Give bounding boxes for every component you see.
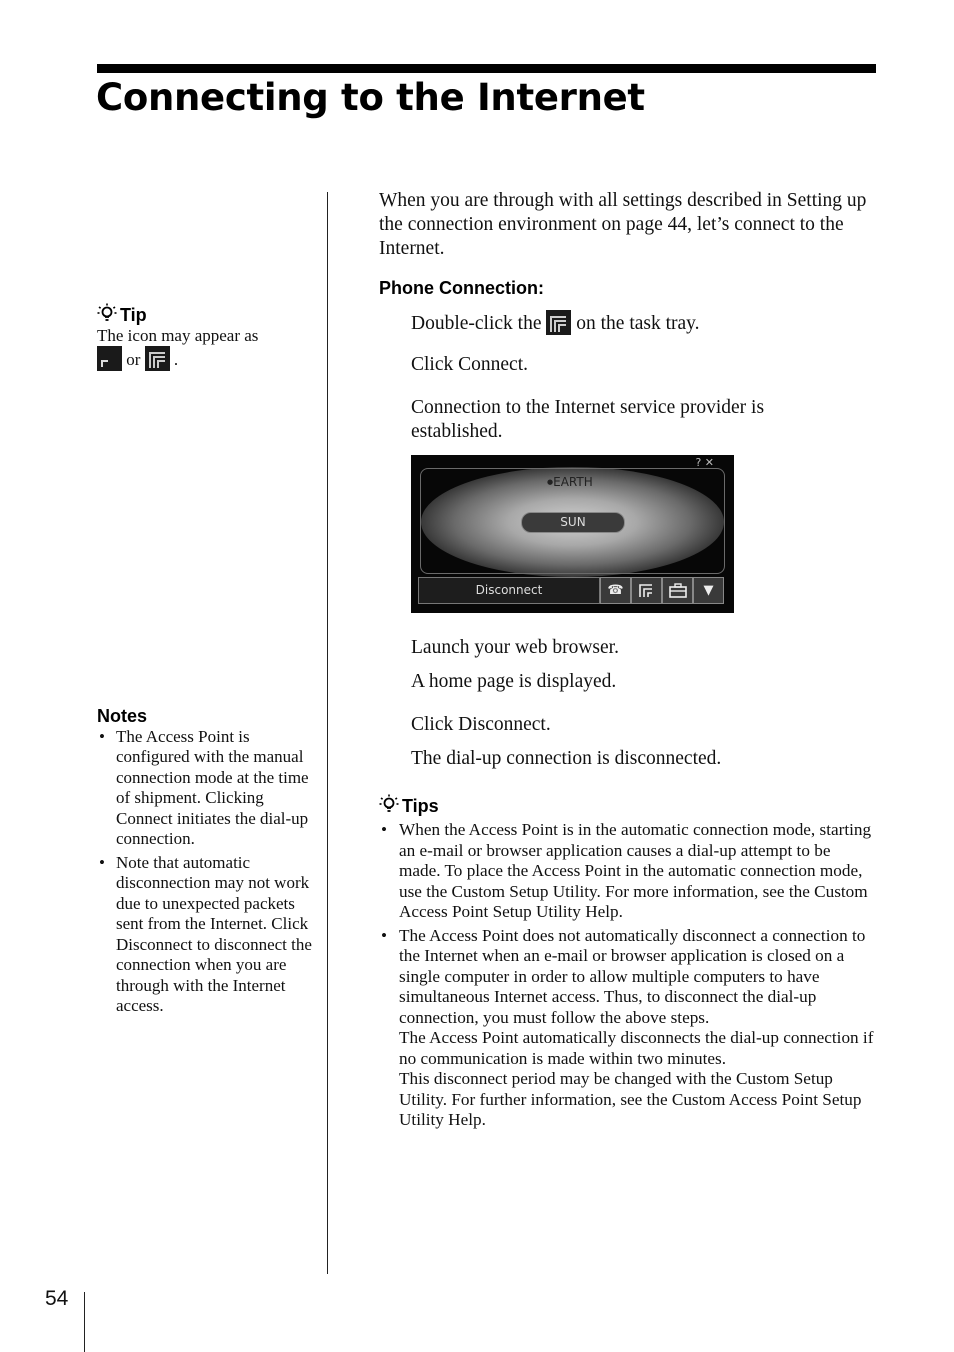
tips-list [379,820,875,1131]
earth-label: ●EARTH [547,475,593,489]
indicator-dot-icon: ● [547,478,554,486]
page-number: 54 [45,1287,69,1310]
sun-button[interactable]: SUN [521,512,625,533]
sidebar-tip [97,303,312,371]
phone-connection-heading: Phone Connection: [379,278,544,298]
tray-connected-icon [145,346,170,371]
list-item: • The Access Point does not automatically disconnect a connection to the Internet when an e-mail or browser application is closed on a single computer in order to allow multiple computers to have simultaneous Internet access. Thus, to disconnect the dial-up connection, you must follow the above steps. The Access Point automatically disconnects the dial-up connection if no communication is made within two minutes. This disconnect period may be changed with the Custom Setup Utility. For further information, see the Custom Access Point Setup Utility Help. [379,926,875,1131]
tips-heading: Tips [379,794,875,817]
step-3: Launch your web browser. [411,637,619,658]
dropdown-arrow-icon[interactable]: ▼ [693,577,724,604]
help-close-icons[interactable]: ? ✕ [695,456,714,469]
lightbulb-icon [97,303,117,323]
list-item: • Note that automatic disconnection may not work due to unexpected packets sent from the Internet. Click Disconnect to disconnect the connection when you are through with the Internet access. [97,853,312,1017]
tip-heading: Tip [97,303,312,326]
step-2-result: Connection to the Internet service provider is established. [411,397,765,442]
step-2: Click Connect. [411,354,528,375]
column-divider [327,192,328,1274]
step-4-result: The dial-up connection is disconnected. [411,748,722,769]
tips-section [379,794,875,1134]
footer-rule [84,1292,85,1352]
intro-paragraph: When you are through with all settings described in Setting up the connection environment on page 44, let’s connect to the Internet. [379,190,867,259]
signal-icon[interactable] [631,577,662,604]
tray-connected-icon [546,310,571,335]
step-4: Click Disconnect. [411,714,551,735]
notes-list [97,727,312,1017]
sidebar-notes [97,706,312,1020]
toolbox-icon[interactable] [662,577,693,604]
tray-disconnected-icon [97,346,122,371]
step-1: Double-click the on the task tray. [411,310,881,336]
connection-dialog-screenshot [411,455,734,613]
list-item: • The Access Point is configured with the manual connection mode at the time of shipment. Clicking Connect initiates the dial-up connection. [97,727,312,850]
page-title: Connecting to the Internet [96,76,645,119]
lightbulb-icon [379,794,399,814]
step-3-result: A home page is displayed. [411,671,617,692]
list-item: • When the Access Point is in the automatic connection mode, starting an e-mail or browser application causes a dial-up attempt to be made. To place the Access Point in the automatic connection mode, use the Custom Setup Utility. For more information, see the Custom Access Point Setup Utility Help. [379,820,875,923]
disconnect-button[interactable]: Disconnect [418,577,600,604]
tip-text: The icon may appear as or . [97,325,259,369]
title-rule [97,64,876,73]
phone-icon[interactable]: ☎ [600,577,631,604]
notes-heading: Notes [97,706,148,726]
